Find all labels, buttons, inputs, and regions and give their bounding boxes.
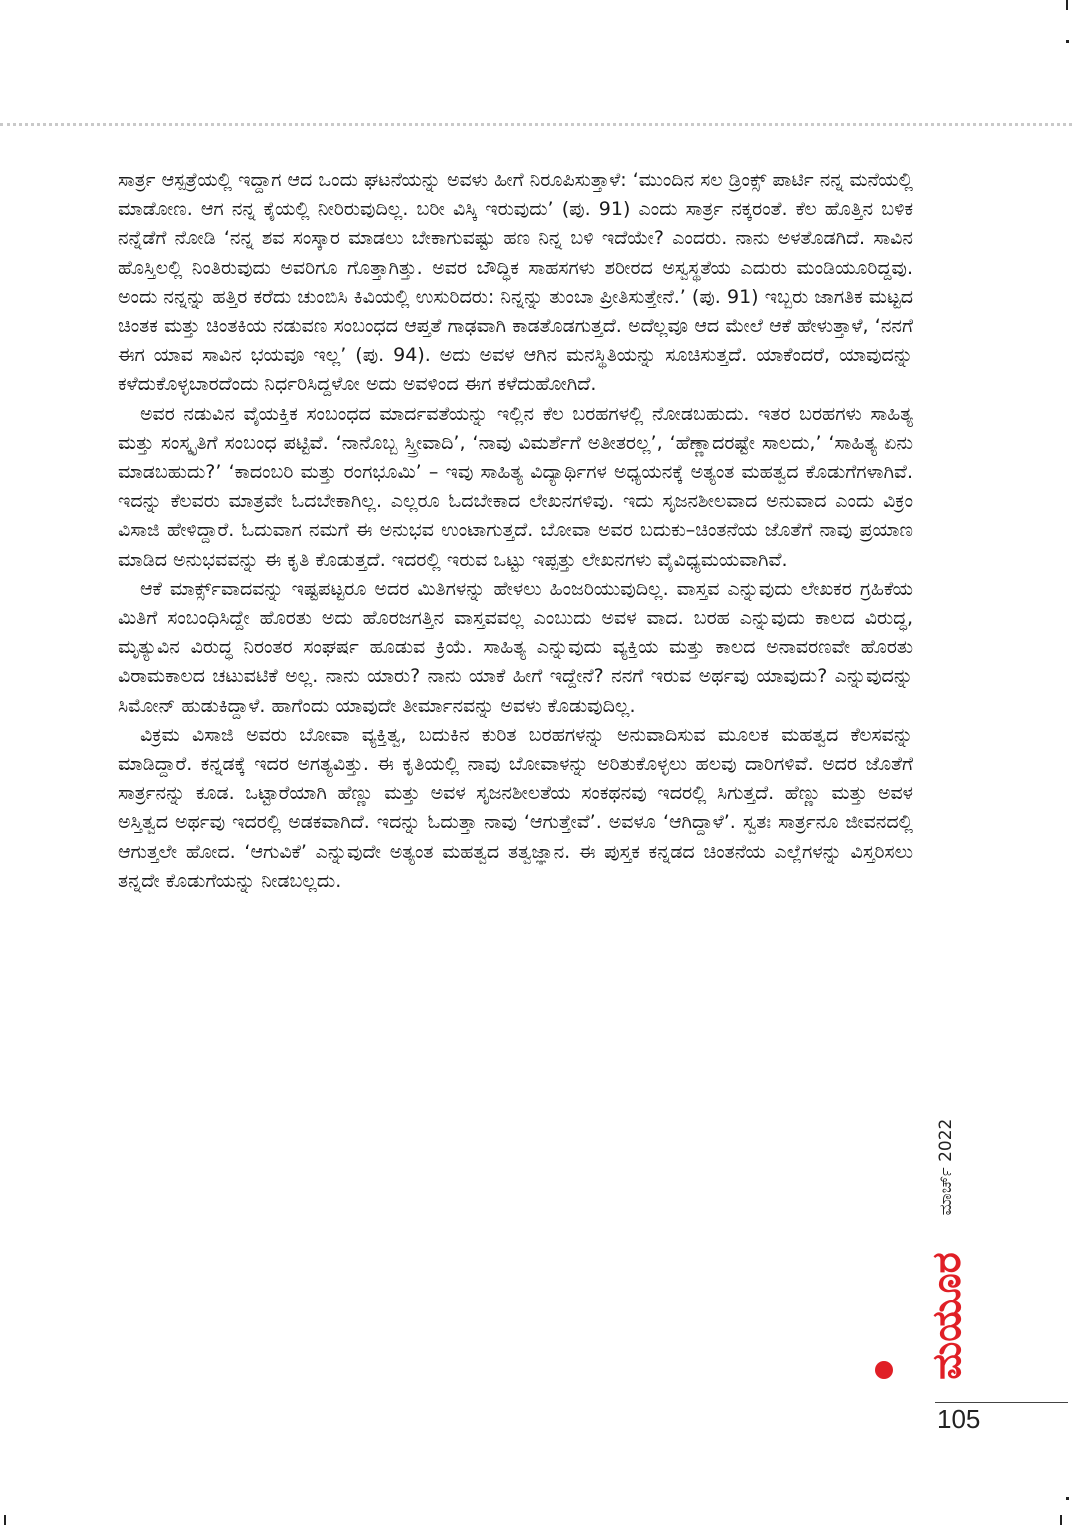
bullet-dot-icon xyxy=(875,1361,893,1379)
crop-mark xyxy=(1066,0,1068,10)
issue-date xyxy=(932,1104,960,1229)
article-paragraph: ಆಕೆ ಮಾರ್ಕ್ಸ್‌ವಾದವನ್ನು ಇಷ್ಟಪಟ್ಟರೂ ಅದರ ಮಿತಿಗಳನ್ನು ಹೇಳಲು ಹಿಂಜರಿಯುವುದಿಲ್ಲ. ವಾಸ್ತವ ಎನ್ನುವುದು ಲೇಖಕರ ಗ್ರಹಿಕೆಯ ಮಿತಿಗೆ ಸಂಬಂಧಿಸಿದ್ದೇ ಹೊರತು ಅದು ಹೊರಜಗತ್ತಿನ ವಾಸ್ತವವಲ್ಲ ಎಂಬುದು ಅವಳ ವಾದ. ಬರಹ ಎನ್ನುವುದು ಕಾಲದ ವಿರುದ್ಧ, ಮೃತ್ಯುವಿನ ವಿರುದ್ಧ ನಿರಂತರ ಸಂಘರ್ಷ ಹೂಡುವ ಕ್ರಿಯೆ. ಸಾಹಿತ್ಯ ಎನ್ನುವುದು ವ್ಯಕ್ತಿಯ ಮತ್ತು ಕಾಲದ ಅನಾವರಣವೇ ಹೊರತು ವಿರಾಮಕಾಲದ ಚಟುವಟಿಕೆ ಅಲ್ಲ. ನಾನು ಯಾರು? ನಾನು ಯಾಕೆ ಹೀಗೆ ಇದ್ದೇನೆ? ನನಗೆ ಇರುವ ಅರ್ಥವು ಯಾವುದು? ಎನ್ನುವುದನ್ನು ಸಿಮೋನ್ ಹುಡುಕಿದ್ದಾಳೆ. ಹಾಗೆಂದು ಯಾವುದೇ ತೀರ್ಮಾನವನ್ನು ಅವಳು ಕೊಡುವುದಿಲ್ಲ. xyxy=(118,577,913,717)
article-paragraph: ವಿಕ್ರಮ ವಿಸಾಜಿ ಅವರು ಬೋವಾ ವ್ಯಕ್ತಿತ್ವ, ಬದುಕಿನ ಕುರಿತ ಬರಹಗಳನ್ನು ಅನುವಾದಿಸುವ ಮೂಲಕ ಮಹತ್ವದ ಕೆಲಸವನ್ನು ಮಾಡಿದ್ದಾರೆ. ಕನ್ನಡಕ್ಕೆ ಇದರ ಅಗತ್ಯವಿತ್ತು. ಈ ಕೃತಿಯಲ್ಲಿ ನಾವು ಬೋವಾಳನ್ನು ಅರಿತುಕೊಳ್ಳಲು ಹಲವು ದಾರಿಗಳಿವೆ. ಅದರ ಜೊತೆಗೆ ಸಾರ್ತ್ರನನ್ನು ಕೂಡ. ಒಟ್ಟಾರೆಯಾಗಿ ಹೆಣ್ಣು ಮತ್ತು ಅವಳ ಸೃಜನಶೀಲತೆಯ ಸಂಕಥನವು ಇದರಲ್ಲಿ ಸಿಗುತ್ತದೆ. ಹೆಣ್ಣು ಮತ್ತು ಅವಳ ಅಸ್ತಿತ್ವದ ಅರ್ಥವು ಇದರಲ್ಲಿ ಅಡಕವಾಗಿದೆ. ಇದನ್ನು ಓದುತ್ತಾ ನಾವು ‘ಆಗುತ್ತೇವೆ’. ಅವಳೂ ‘ಆಗಿದ್ದಾಳೆ’. ಸ್ವತಃ ಸಾರ್ತ್ರನೂ ಜೀವನದಲ್ಲಿ ಆಗುತ್ತಲೇ ಹೋದ. ‘ಆಗುವಿಕೆ’ ಎನ್ನುವುದೇ ಅತ್ಯಂತ ಮಹತ್ವದ ತತ್ವಜ್ಞಾನ. ಈ ಪುಸ್ತಕ ಕನ್ನಡದ ಚಿಂತನೆಯ ಎಲ್ಲೆಗಳನ್ನು ವಿಸ್ತರಿಸಲು ತನ್ನದೇ ಕೊಡುಗೆಯನ್ನು ನೀಡಬಲ್ಲದು. xyxy=(118,723,913,892)
issue-date-text: ಮಾರ್ಚ್ 2022 xyxy=(936,1118,956,1215)
article-body xyxy=(118,166,913,896)
article-paragraph: ಸಾರ್ತ್ರ ಆಸ್ಪತ್ರೆಯಲ್ಲಿ ಇದ್ದಾಗ ಆದ ಒಂದು ಘಟನೆಯನ್ನು ಅವಳು ಹೀಗೆ ನಿರೂಪಿಸುತ್ತಾಳೆ: ‘ಮುಂದಿನ ಸಲ ಡ್ರಿಂಕ್ಸ್ ಪಾರ್ಟಿ ನನ್ನ ಮನೆಯಲ್ಲಿ ಮಾಡೋಣ. ಆಗ ನನ್ನ ಕೈಯಲ್ಲಿ ನೀರಿರುವುದಿಲ್ಲ. ಬರೀ ವಿಸ್ಕಿ ಇರುವುದು’ (ಪು. 91) ಎಂದು ಸಾರ್ತ್ರ ನಕ್ಕರಂತೆ. ಕೆಲ ಹೊತ್ತಿನ ಬಳಿಕ ನನ್ನೆಡೆಗೆ ನೋಡಿ ‘ನನ್ನ ಶವ ಸಂಸ್ಕಾರ ಮಾಡಲು ಬೇಕಾಗುವಷ್ಟು ಹಣ ನಿನ್ನ ಬಳಿ ಇದೆಯೇ? ಎಂದರು. ನಾನು ಅಳತೊಡಗಿದೆ. ಸಾವಿನ ಹೊಸ್ತಿಲಲ್ಲಿ ನಿಂತಿರುವುದು ಅವರಿಗೂ ಗೊತ್ತಾಗಿತ್ತು. ಅವರ ಬೌದ್ಧಿಕ ಸಾಹಸಗಳು ಶರೀರದ ಅಸ್ವಸ್ಥತೆಯ ಎದುರು ಮಂಡಿಯೂರಿದ್ದವು. ಅಂದು ನನ್ನನ್ನು ಹತ್ತಿರ ಕರೆದು ಚುಂಬಿಸಿ ಕಿವಿಯಲ್ಲಿ ಉಸುರಿದರು: ನಿನ್ನನ್ನು ತುಂಬಾ ಪ್ರೀತಿಸುತ್ತೇನೆ.’ (ಪು. 91) ಇಬ್ಬರು ಜಾಗತಿಕ ಮಟ್ಟದ ಚಿಂತಕ ಮತ್ತು ಚಿಂತಕಿಯ ನಡುವಣ ಸಂಬಂಧದ ಆಪ್ತತೆ ಗಾಢವಾಗಿ ಕಾಡತೊಡಗುತ್ತದೆ. ಅದೆಲ್ಲವೂ ಆದ ಮೇಲೆ ಆಕೆ ಹೇಳುತ್ತಾಳೆ, ‘ನನಗೆ ಈಗ ಯಾವ ಸಾವಿನ ಭಯವೂ ಇಲ್ಲ’ (ಪು. 94). ಅದು ಅವಳ ಆಗಿನ ಮನಸ್ಥಿತಿಯನ್ನು ಸೂಚಿಸುತ್ತದೆ. ಯಾಕೆಂದರೆ, ಯಾವುದನ್ನು ಕಳೆದುಕೊಳ್ಳಬಾರದೆಂದು ನಿರ್ಧರಿಸಿದ್ದಳೋ ಅದು ಅವಳಿಂದ ಈಗ ಕಳೆದುಹೋಗಿದೆ. xyxy=(118,169,913,396)
crop-mark xyxy=(4,1515,6,1525)
page-number: 105 xyxy=(937,1404,981,1434)
magazine-logo-text: ಮಯೂರ xyxy=(924,1252,970,1380)
crop-mark xyxy=(1066,40,1069,43)
magazine-logo xyxy=(924,1240,970,1392)
footer-divider xyxy=(935,1402,1068,1403)
crop-mark xyxy=(1066,1497,1069,1500)
crop-mark xyxy=(1060,1515,1062,1525)
header-dotted-divider xyxy=(0,123,1072,126)
article-paragraph: ಅವರ ನಡುವಿನ ವೈಯಕ್ತಿಕ ಸಂಬಂಧದ ಮಾರ್ದವತೆಯನ್ನು ಇಲ್ಲಿನ ಕೆಲ ಬರಹಗಳಲ್ಲಿ ನೋಡಬಹುದು. ಇತರ ಬರಹಗಳು ಸಾಹಿತ್ಯ ಮತ್ತು ಸಂಸ್ಕೃತಿಗೆ ಸಂಬಂಧ ಪಟ್ಟಿವೆ. ‘ನಾನೊಬ್ಬ ಸ್ತ್ರೀವಾದಿ’, ‘ನಾವು ವಿಮರ್ಶೆಗೆ ಅತೀತರಲ್ಲ’, ‘ಹೆಣ್ಣಾದರಷ್ಟೇ ಸಾಲದು,’ ‘ಸಾಹಿತ್ಯ ಏನು ಮಾಡಬಹುದು?’ ‘ಕಾದಂಬರಿ ಮತ್ತು ರಂಗಭೂಮಿ’ – ಇವು ಸಾಹಿತ್ಯ ವಿದ್ಯಾರ್ಥಿಗಳ ಅಧ್ಯಯನಕ್ಕೆ ಅತ್ಯಂತ ಮಹತ್ವದ ಕೊಡುಗೆಗಳಾಗಿವೆ. ಇದನ್ನು ಕೆಲವರು ಮಾತ್ರವೇ ಓದಬೇಕಾಗಿಲ್ಲ. ಎಲ್ಲರೂ ಓದಬೇಕಾದ ಲೇಖನಗಳಿವು. ಇದು ಸೃಜನಶೀಲವಾದ ಅನುವಾದ ಎಂದು ವಿಕ್ರಂ ವಿಸಾಜಿ ಹೇಳಿದ್ದಾರೆ. ಓದುವಾಗ ನಮಗೆ ಈ ಅನುಭವ ಉಂಟಾಗುತ್ತದೆ. ಬೋವಾ ಅವರ ಬದುಕು–ಚಿಂತನೆಯ ಜೊತೆಗೆ ನಾವು ಪ್ರಯಾಣ ಮಾಡಿದ ಅನುಭವವನ್ನು ಈ ಕೃತಿ ಕೊಡುತ್ತದೆ. ಇದರಲ್ಲಿ ಇರುವ ಒಟ್ಟು ಇಪ್ಪತ್ತು ಲೇಖನಗಳು ವೈವಿಧ್ಯಮಯವಾಗಿವೆ. xyxy=(118,402,913,571)
